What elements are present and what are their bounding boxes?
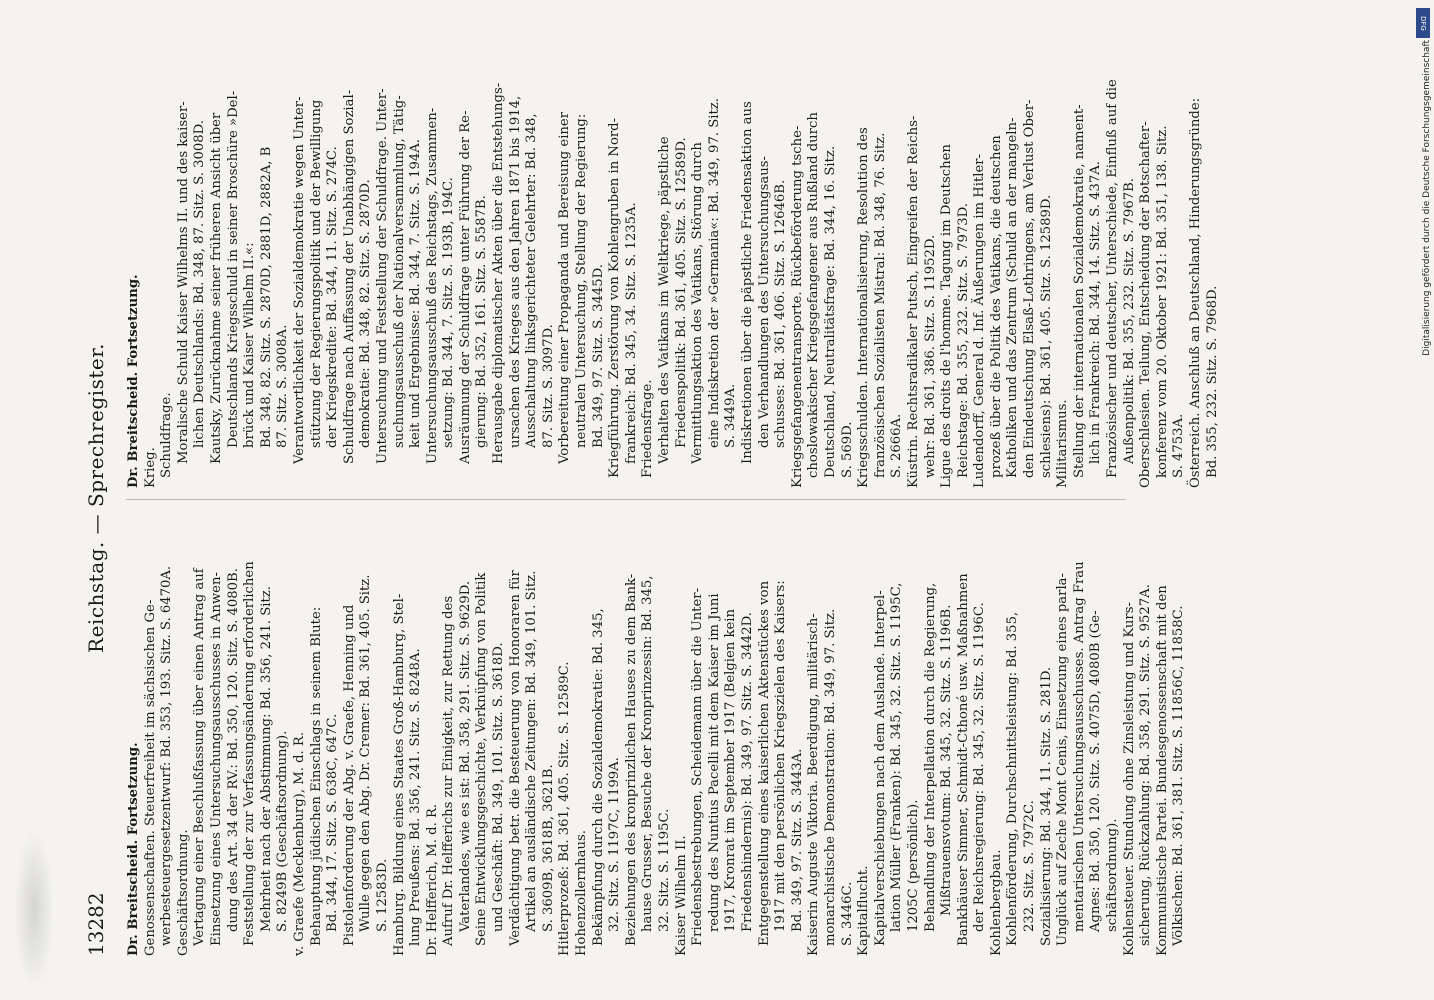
right-column-line: S. 3449A. — [723, 383, 739, 448]
right-column-line: Ludendorff, General d. Inf. Äußerungen im Hitler- — [972, 153, 988, 488]
right-column-line: Friedensfrage. — [640, 379, 656, 478]
left-column-line: Friedenshindernis): Bd. 349, 97. Sitz. S. 3442D. — [739, 612, 755, 932]
right-column-line: prozeß über die Politik des Vatikans, die deutschen — [988, 135, 1004, 478]
right-column-line: Kriegsschulden. Internationalisierung, Resolution des — [856, 127, 872, 488]
right-column — [126, 38, 1221, 488]
left-column-line: Kommunistische Partei. Bundesgenossenschaft mit den — [1154, 585, 1170, 956]
right-column-line: Stellung der internationalen Sozialdemokratie, nament- — [1071, 104, 1087, 478]
right-column-line: französischen Sozialisten Mistral: Bd. 348, 76. Sitz. — [872, 132, 888, 478]
right-column-line: Militarismus. — [1055, 399, 1071, 488]
right-column-line: Untersuchungsausschuß des Reichstags, Zusammen- — [424, 107, 440, 464]
credit-text: Digitalisierung gefördert durch die Deutsche Forschungsgemeinschaft — [1422, 40, 1432, 356]
left-column-line: Kohlenförderung, Durchschnittsleistung: Bd. 355, — [1005, 611, 1021, 946]
right-column-line: der Kriegskredite: Bd. 344, 11. Sitz. S. 274C. — [325, 146, 341, 448]
left-column-line: Mißtrauensvotum: Bd. 345, 32. Sitz. S. 1196B. — [939, 604, 955, 916]
right-column-line: konferenz vom 20. Oktober 1921: Bd. 351, 138. Sitz. — [1154, 125, 1170, 478]
column-divider — [126, 499, 1126, 500]
right-column-line: Friedenspolitik: Bd. 361, 405. Sitz. S. 12589D. — [673, 137, 689, 448]
rotated-page — [18, 0, 1398, 1000]
right-column-line: setzung: Bd. 344, 7. Sitz. S. 193B, 194C. — [441, 177, 457, 448]
left-column-line: 32. Sitz. S. 1197C, 1199A. — [607, 757, 623, 932]
left-column-line: der Reichsregierung: Bd. 345, 32. Sitz. S. 1196C. — [972, 602, 988, 932]
right-column-line: Ausschaltung linksgerichteter Gelehrter: Bd. 348, — [524, 113, 540, 448]
left-column-line: Entgegenstellung eines kaiserlichen Aktenstückes von — [756, 580, 772, 946]
left-column-line: Kohlensteuer. Stundung ohne Zinsleistung und Kurs- — [1121, 602, 1137, 956]
right-column-line: demokratie: Bd. 348, 82. Sitz. S. 2870D. — [358, 179, 374, 448]
right-column-line: den Eindeutschung Elsaß-Lothringens, am Verlust Ober- — [1022, 99, 1038, 478]
left-column-line: mentarischen Untersuchungsausschusses. Antrag Frau — [1071, 561, 1087, 932]
left-column-line: Bd. 344, 17. Sitz. S. 638C, 647C. — [325, 713, 341, 932]
left-column-line: Bekämpfung durch die Sozialdemokratie: Bd. 345, — [590, 608, 606, 946]
dfg-logo: DFG — [1416, 8, 1430, 38]
right-column-line: Bd. 355, 232. Sitz. S. 7968D. — [1204, 285, 1220, 478]
right-column-line: wehr: Bd. 361, 386. Sitz. S. 11952D. — [922, 234, 938, 478]
right-column-line: brück und Kaiser Wilhelm II.«: — [242, 242, 258, 448]
left-column-line: Einsetzung eines Untersuchungsausschusses in Anwen- — [208, 572, 224, 946]
right-column-line: Bd. 349, 97. Sitz. S. 3445D. — [590, 264, 606, 448]
left-column-line: 1205C (persönlich). — [905, 799, 921, 932]
left-column-line: Seine Entwicklungsgeschichte, Verknüpfung von Politik — [474, 572, 490, 946]
right-column-line: Reichstage: Bd. 355, 232. Sitz. S. 7973D. — [955, 203, 971, 478]
right-column-line: schlesiens): Bd. 361, 405. Sitz. S. 12589D. — [1038, 194, 1054, 478]
right-column-line: Herausgabe diplomatischer Akten über die Entstehungs- — [491, 82, 507, 464]
left-column-line: dung des Art. 34 der RV.: Bd. 350, 120. Sitz. S. 4080B. — [225, 568, 241, 932]
left-column-line: S. 3446C. — [839, 881, 855, 946]
right-column-line: Indiskretionen über die päpstliche Friedensaktion aus — [739, 101, 755, 464]
left-column-line: Wulle gegen den Abg. Dr. Cremer: Bd. 361, 405. Sitz. — [358, 574, 374, 932]
right-column-line: S. 2666A. — [889, 413, 905, 478]
right-column-line: 87. Sitz. S. 3097D. — [540, 324, 556, 448]
right-column-line: den Verhandlungen des Untersuchungsaus- — [756, 156, 772, 448]
right-column-line: S. 4753A. — [1171, 413, 1187, 478]
right-column-line: Bd. 348, 82. Sitz. S. 2870D, 2881D, 2882A, B — [258, 146, 274, 448]
right-column-line: Kriegsgefangenentransporte. Rückbeförderung tsche- — [789, 125, 805, 488]
right-column-line: Katholiken und das Zentrum (Schuld an der mangeln- — [1005, 117, 1021, 478]
left-column-line: schäftsordnung). — [1105, 818, 1121, 932]
left-column-line: Bankhäuser Simmer, Schmidt-Cthoné usw. Maßnahmen — [955, 573, 971, 946]
right-column-line: Ligue des droits de l'homme. Tagung im Deutschen — [939, 144, 955, 488]
left-column-line: S. 3609B, 3618B, 3621B. — [540, 764, 556, 932]
right-column-line: Deutschland, Neutralitätsfrage: Bd. 344, 16. Sitz. — [822, 145, 838, 478]
left-column-line: Kaiser Wilhelm II. — [673, 835, 689, 956]
left-column-line: Vertagung einer Beschlußfassung über einen Antrag auf — [192, 568, 208, 946]
left-column-line: S. 8249B (Geschäftsordnung). — [275, 730, 291, 932]
right-column-line: eine Indiskretion der »Germania«: Bd. 349, 97. Sitz. — [706, 98, 722, 448]
right-column-line: Vorbereitung einer Propaganda und Bereisung einer — [557, 111, 573, 464]
left-column-line: 1917, Kronrat im September 1917 (Belgien kein — [723, 608, 739, 932]
left-column-line: Völkischen: Bd. 361, 381. Sitz. S. 11856C, 11858C. — [1171, 605, 1187, 946]
left-column-line: Genossenschaften. Steuerfreiheit im sächsischen Ge- — [142, 599, 158, 956]
right-column-line: lichen Deutschlands: Bd. 348, 87. Sitz. S. 3008D. — [192, 120, 208, 448]
left-column-line: Verdächtigung betr. die Besteuerung von Honoraren für — [507, 570, 523, 946]
left-column-line: Dr. Breitscheid. Fortsetzung. — [126, 742, 141, 956]
left-column-line: Pistolenforderung der Abg. v. Graefe, Henning und — [341, 604, 357, 946]
left-column-line: und Geschäft: Bd. 349, 101. Sitz. S. 3618D. — [491, 642, 507, 932]
right-column-line: Untersuchung und Feststellung der Schuldfrage. Unter- — [374, 88, 390, 464]
digitization-credit — [1412, 0, 1434, 1000]
right-column-line: Oberschlesien. Teilung, Entscheidung der Botschafter- — [1138, 121, 1154, 488]
left-column-line: Kapitalverschiebungen nach dem Auslande. Interpel- — [872, 590, 888, 946]
right-column-line: Ausräumung der Schuldfrage unter Führung der Re- — [457, 110, 473, 464]
right-column-line: Schuldfrage nach Auffassung der Unabhängigen Sozial- — [341, 89, 357, 464]
left-column-line: Behandlung der Interpellation durch die Regierung, — [922, 582, 938, 932]
left-column-line: Hohenzollernhaus. — [574, 830, 590, 956]
right-column-line: Küstrin. Rechtsradikaler Putsch, Eingreifen der Reichs- — [905, 115, 921, 488]
right-column-line: Dr. Breitscheid. Fortsetzung. — [126, 274, 141, 488]
left-column-line: Feststellung der zur Verfassungsänderung erforderlichen — [242, 561, 258, 946]
right-column-line: schusses: Bd. 361, 406. Sitz. S. 12646B. — [773, 179, 789, 448]
left-column-line: Agnes: Bd. 350, 120. Sitz. S. 4075D, 4080B (Ge- — [1088, 610, 1104, 932]
left-column-line: Dr. Helfferich, M. d. R. — [424, 803, 440, 956]
right-column-line: frankreich: Bd. 345, 34. Sitz. S. 1235A. — [623, 202, 639, 464]
left-column-line: lation Müller (Franken): Bd. 345, 32. Sitz. S. 1195C, — [889, 582, 905, 932]
left-column-line: hause Grusser, Besuche der Kronprinzessin: Bd. 345, — [640, 575, 656, 932]
page-number: 13282 — [84, 892, 108, 956]
left-column-line: Geschäftsordnung. — [175, 829, 191, 956]
right-column-line: Kautsky, Zurücknahme seiner früheren Ansicht über — [208, 112, 224, 464]
left-column-line: werbesteuergesetzentwurf: Bd. 353, 193. Sitz. S. 6470A. — [159, 565, 175, 946]
left-column-line: Aufruf Dr. Helfferichs zur Einigkeit, zur Rettung des — [441, 595, 457, 946]
left-column-line: Hamburg. Bildung eines Staates Groß-Hamburg, Stel- — [391, 593, 407, 956]
left-column-line: Kapitalflucht. — [856, 865, 872, 956]
left-column-line: Kohlenbergbau. — [988, 849, 1004, 956]
left-column — [126, 516, 1188, 956]
right-column-line: Außenpolitik: Bd. 355, 232. Sitz. S. 7967B. — [1121, 178, 1137, 464]
right-column-line: Österreich. Anschluß an Deutschland, Hinderungsgründe: — [1188, 97, 1203, 488]
right-column-line: Krieg. — [142, 447, 158, 488]
right-column-line: stützung der Regierungspolitik und der Bewilligung — [308, 99, 324, 448]
right-column-line: Deutschlands Kriegsschuld in seiner Broschüre »Del- — [225, 90, 241, 448]
right-column-line: Verantwortlichkeit der Sozialdemokratie wegen Unter- — [291, 96, 307, 464]
left-column-line: Behauptung jüdischen Einschlags in seinem Blute: — [308, 606, 324, 946]
left-column-line: v. Graefe (Mecklenburg), M. d. R. — [291, 731, 307, 956]
left-column-line: Friedensbestrebungen, Scheidemann über die Unter- — [690, 587, 706, 946]
right-column-line: neutralen Untersuchung, Stellung der Regierung: — [574, 113, 590, 448]
page-header — [84, 40, 114, 956]
right-column-line: choslowakischer Kriegsgefangener aus Rußland durch — [806, 112, 822, 478]
right-column-line: ursachen des Krieges aus den Jahren 1871 bis 1914, — [507, 95, 523, 448]
right-column-line: Moralische Schuld Kaiser Wilhelms II. und des kaiser- — [175, 101, 191, 464]
right-column-line: Französischer und deutscher, Unterschiede, Einfluß auf die — [1105, 79, 1121, 478]
left-column-line: monarchistische Demonstration: Bd. 349, 97. Sitz. — [822, 608, 838, 946]
left-column-line: Bd. 349, 97. Sitz. S. 3443A. — [789, 748, 805, 932]
left-column-line: S. 12583D. — [374, 858, 390, 932]
right-column-line: keit und Ergebnisse: Bd. 344, 7. Sitz. S. 194A. — [408, 139, 424, 448]
running-title: Reichstag. — Sprechregister. — [84, 343, 108, 653]
right-column-line: Vermittlungsaktion des Vatikans, Störung durch — [690, 142, 706, 464]
left-column-line: Kaiserin Auguste Viktoria. Beerdigung, militärisch- — [806, 613, 822, 956]
left-column-line: Mehrheit nach der Abstimmung: Bd. 356, 241. Sitz. — [258, 586, 274, 932]
left-column-line: Vaterlandes, wie es ist: Bd. 358, 291. Sitz. S. 9629D. — [457, 580, 473, 932]
right-column-line: Schuldfrage. — [159, 392, 175, 478]
left-column-line: Hitlerprozeß: Bd. 361, 405. Sitz. S. 12589C. — [557, 661, 573, 956]
right-column-line: suchungsausschuß der Nationalversammlung, Tätig- — [391, 95, 407, 448]
right-column-line: gierung: Bd. 352, 161. Sitz. S. 5587B. — [474, 195, 490, 448]
right-column-line: Kriegführung. Zerstörung von Kohlengruben in Nord- — [607, 117, 623, 478]
left-column-line: redung des Nuntius Pacelli mit dem Kaiser im Juni — [706, 593, 722, 932]
right-column-line: Verhalten des Vatikans im Weltkriege, päpstliche — [657, 136, 672, 464]
left-column-line: 1917 mit den persönlichen Kriegszielen des Kaisers: — [773, 580, 789, 932]
left-column-line: sicherung, Rückzahlung: Bd. 358, 291. Sitz. S. 9527A. — [1138, 584, 1154, 946]
left-column-line: lung Preußens: Bd. 356, 241. Sitz. S. 8248A. — [408, 648, 424, 946]
left-column-line: Artikel an ausländische Zeitungen: Bd. 349, 101. Sitz. — [524, 570, 540, 932]
left-column-line: 232. Sitz. S. 7972C. — [1022, 800, 1038, 932]
right-column-line: lich in Frankreich: Bd. 344, 14. Sitz. S. 437A. — [1088, 160, 1104, 464]
left-column-line: 32. Sitz. S. 1195C. — [657, 808, 672, 932]
right-column-line: 87. Sitz. S. 3008A. — [275, 324, 291, 448]
left-column-line: Beziehungen des kronprinzlichen Hauses zu dem Bank- — [623, 573, 639, 946]
left-column-line: Sozialisierung: Bd. 344, 11. Sitz. S. 281D. — [1038, 666, 1054, 946]
right-column-line: S. 569D. — [839, 421, 855, 478]
left-column-line: Unglück auf Zeche Mont Cenis, Einsetzung eines parla- — [1055, 573, 1071, 946]
